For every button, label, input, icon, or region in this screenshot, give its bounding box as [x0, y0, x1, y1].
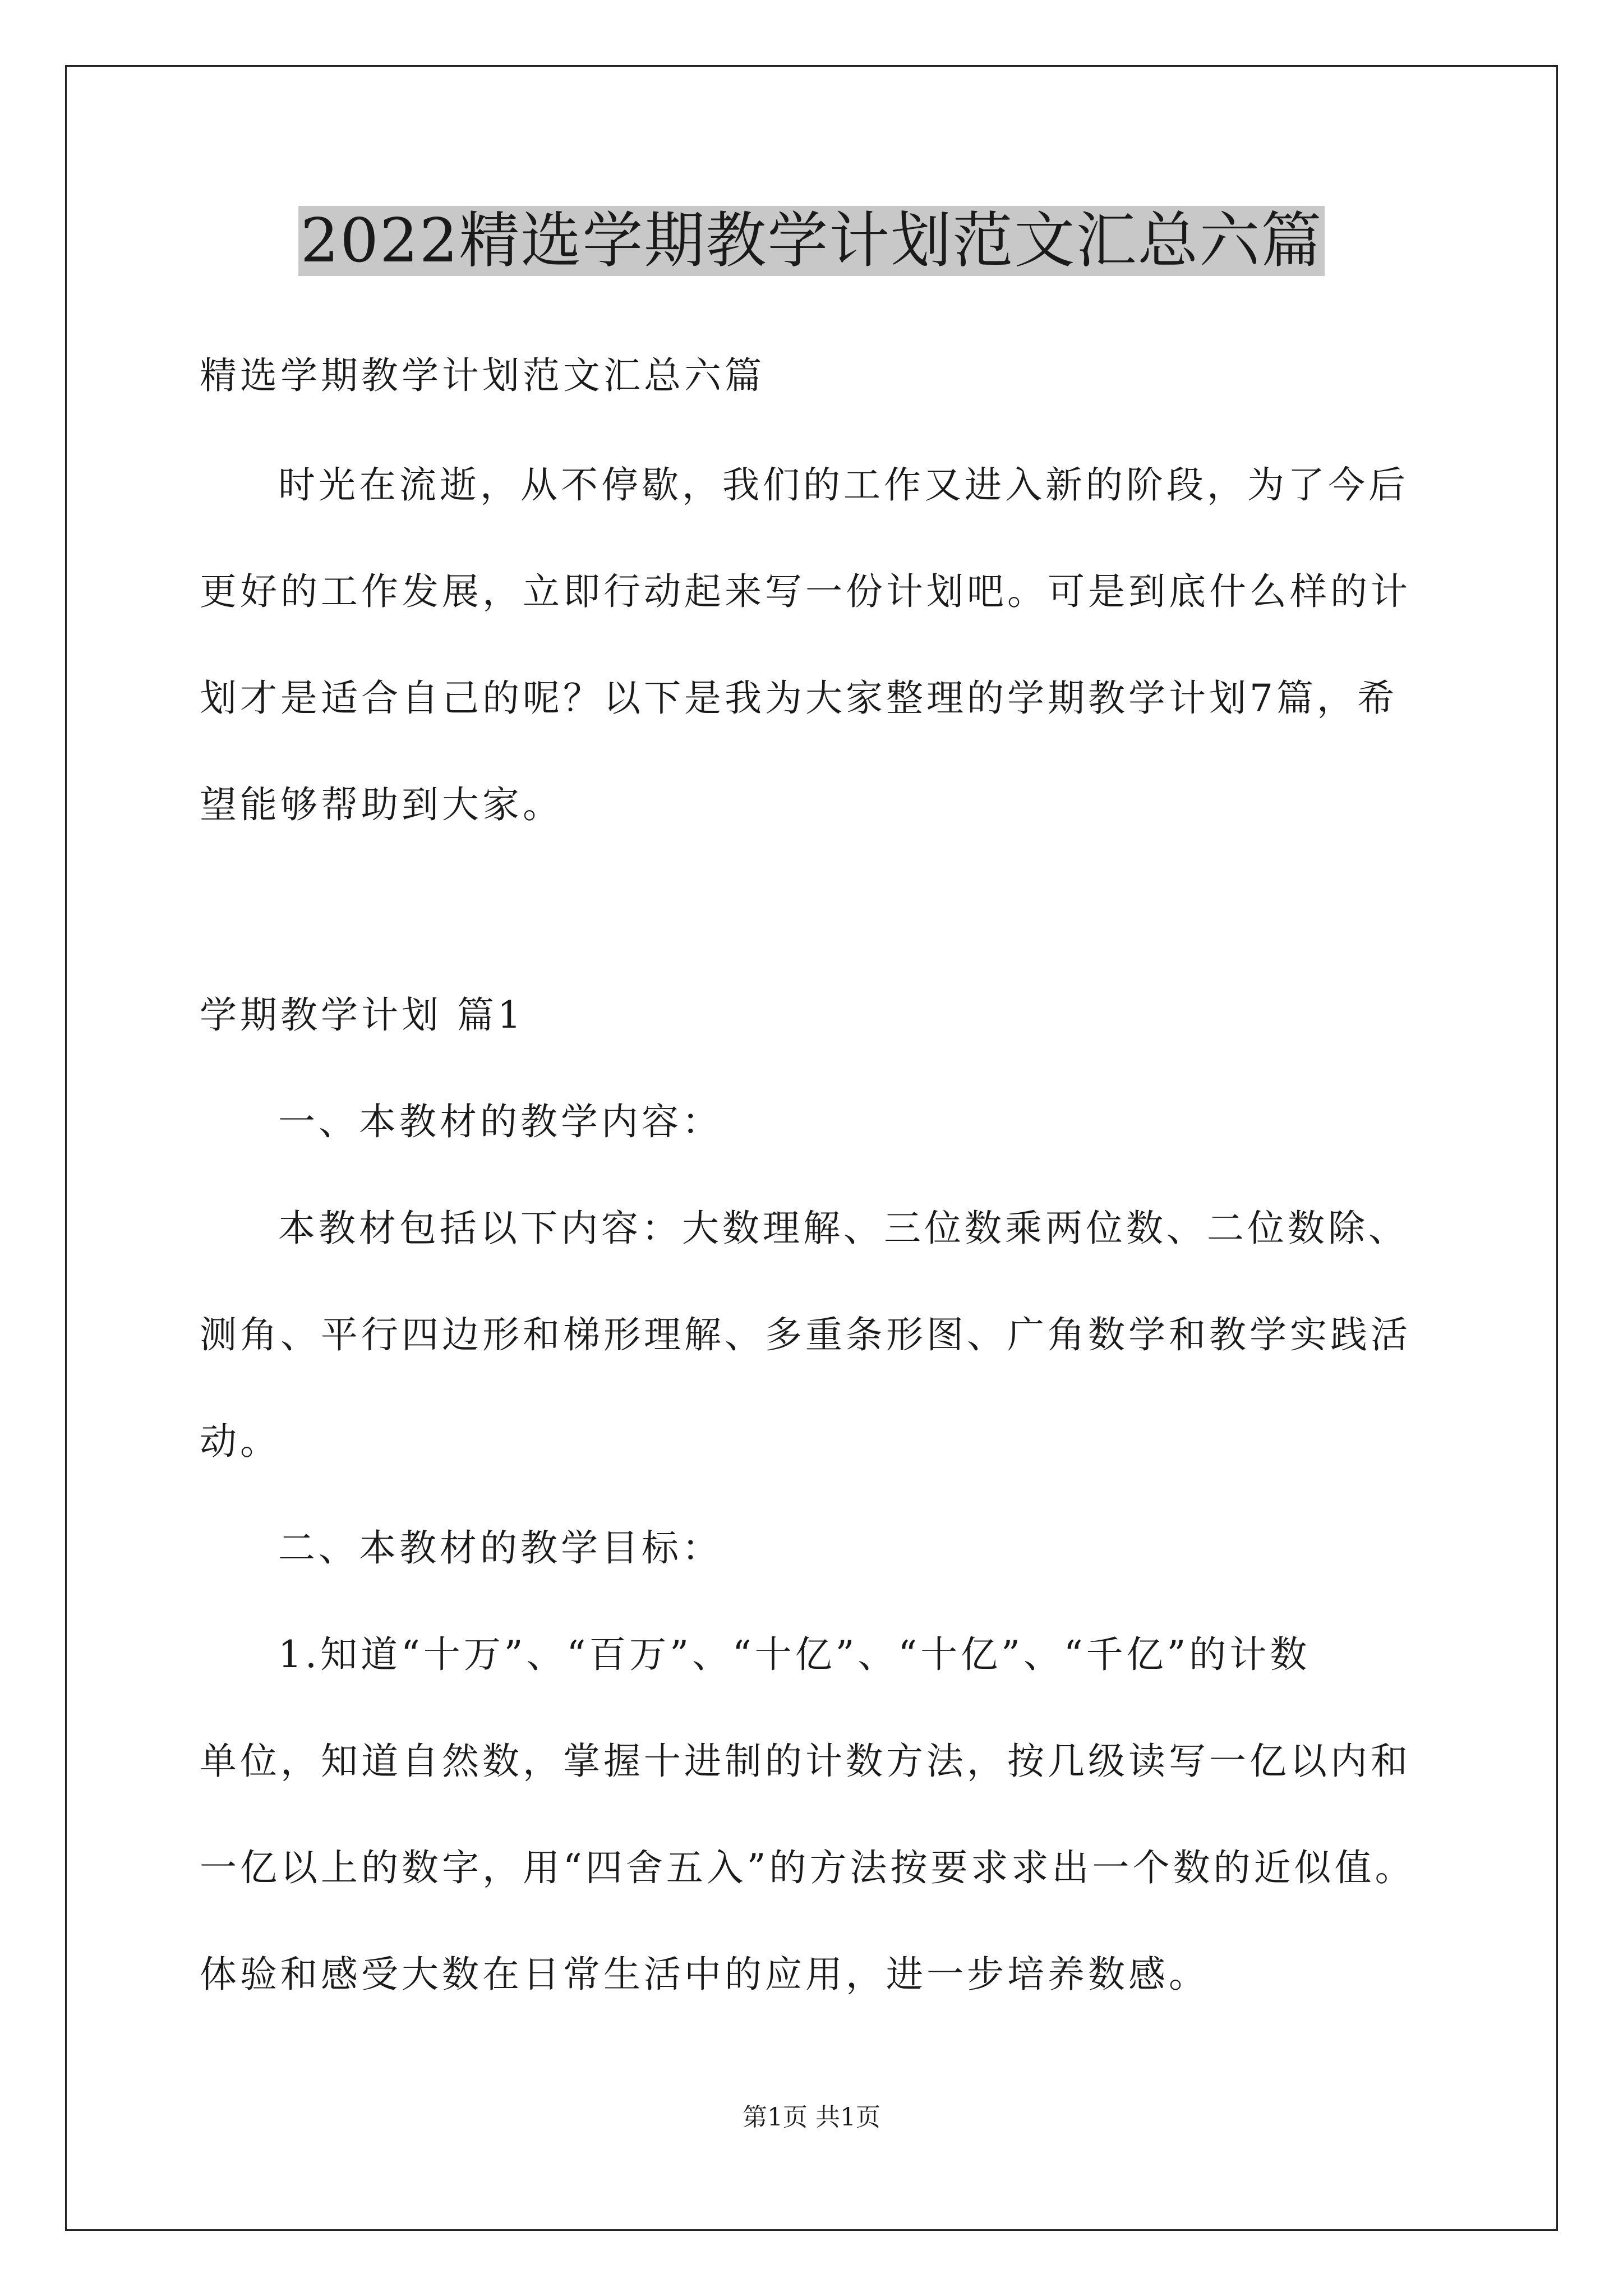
- part2-line-2: 单位，知道自然数，掌握十进制的计数方法，按几级读写一亿以内和: [200, 1740, 1411, 1783]
- document-subtitle: 精选学期教学计划范文汇总六篇: [200, 354, 765, 397]
- document-title-text: 2022精选学期教学计划范文汇总六篇: [298, 206, 1325, 276]
- part1-heading: 一、本教材的教学内容：: [278, 1100, 722, 1143]
- intro-line-4: 望能够帮助到大家。: [200, 783, 563, 826]
- part2-heading: 二、本教材的教学目标：: [278, 1526, 722, 1570]
- intro-line-2: 更好的工作发展，立即行动起来写一份计划吧。可是到底什么样的计: [200, 570, 1411, 613]
- part2-line-4: 体验和感受大数在日常生活中的应用，进一步培养数感。: [200, 1953, 1209, 1996]
- intro-line-3: 划才是适合自己的呢？以下是我为大家整理的学期教学计划7篇，希: [200, 677, 1398, 720]
- intro-line-1: 时光在流逝，从不停歇，我们的工作又进入新的阶段，为了今后: [278, 463, 1409, 507]
- part1-line-1: 本教材包括以下内容：大数理解、三位数乘两位数、二位数除、: [278, 1207, 1409, 1250]
- document-title: [0, 202, 1623, 280]
- part1-line-3: 动。: [200, 1420, 280, 1463]
- page-number-footer: 第1页 共1页: [743, 2103, 880, 2132]
- part2-line-3: 一亿以上的数字，用“四舍五入”的方法按要求求出一个数的近似值。: [200, 1846, 1415, 1889]
- part2-line-1: 1.知道“十万”、“百万”、“十亿”、“十亿”、“千亿”的计数: [278, 1633, 1311, 1676]
- section-heading: 学期教学计划 篇1: [200, 993, 524, 1037]
- part1-line-2: 测角、平行四边形和梯形理解、多重条形图、广角数学和教学实践活: [200, 1313, 1411, 1356]
